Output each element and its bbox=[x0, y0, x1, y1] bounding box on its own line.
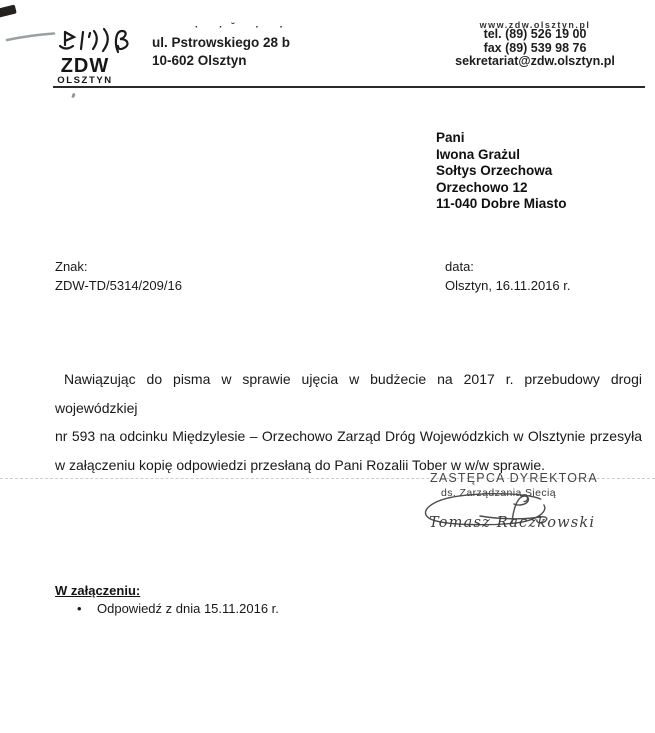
reference-label: Znak: bbox=[55, 259, 88, 274]
clipped-website-fragment bbox=[425, 19, 645, 30]
attachments-heading: W załączeniu: bbox=[55, 583, 141, 598]
scan-smudge-mark bbox=[0, 4, 17, 18]
address-line: ul. Pstrowskiego 28 b bbox=[152, 35, 291, 50]
recipient-line: Iwona Grażul bbox=[436, 146, 521, 162]
logo-city: OLSZTYN bbox=[57, 75, 113, 86]
fax-line: fax (89) 539 98 76 bbox=[483, 40, 587, 55]
date-label: data: bbox=[445, 259, 474, 274]
pen-stroke-mark-icon bbox=[5, 30, 57, 44]
date-value: Olsztyn, 16.11.2016 r. bbox=[445, 278, 571, 293]
letter-body bbox=[55, 365, 642, 479]
attachment-item bbox=[77, 601, 279, 616]
attachment-text: Odpowiedź z dnia 15.11.2016 r. bbox=[97, 601, 279, 616]
signer-title: ZASTĘPCA DYREKTORA bbox=[430, 471, 598, 485]
recipient-line: Sołtys Orzechowa bbox=[436, 163, 553, 178]
bullet-marker: • bbox=[77, 601, 82, 616]
header-divider-rule bbox=[53, 86, 645, 88]
body-line: Nawiązując do pisma w sprawie ujęcia w budżecie na 2017 r. przebudowy drogi wojewódzkiej bbox=[55, 371, 642, 416]
handwritten-signature-icon bbox=[408, 489, 573, 539]
recipient-line: Orzechowo 12 bbox=[436, 179, 528, 195]
recipient-line: Pani bbox=[436, 130, 465, 145]
email-line: sekretariat@zdw.olsztyn.pl bbox=[455, 54, 615, 68]
date-block bbox=[445, 257, 571, 295]
logo-acronym: ZDW bbox=[60, 55, 110, 77]
recipient-block bbox=[436, 130, 567, 213]
letterhead-contact bbox=[425, 20, 645, 69]
reference-block bbox=[55, 257, 182, 295]
clipped-letterhead-fragment-left: · ·˘ · · bbox=[195, 22, 292, 33]
address-line: 10-602 Olsztyn bbox=[152, 53, 247, 68]
recipient-line: 11-040 Dobre Miasto bbox=[436, 196, 567, 211]
scan-speck-mark bbox=[71, 93, 76, 99]
reference-value: ZDW-TD/5314/209/16 bbox=[55, 278, 182, 293]
letterhead-address bbox=[152, 34, 290, 70]
body-line: nr 593 na odcinku Międzylesie – Orzechowo Zarząd Dróg Wojewódzkich w Olsztynie przesyła bbox=[55, 428, 642, 444]
body-line: w załączeniu kopię odpowiedzi przesłaną do Pani Rozalii Tober w w/w sprawie. bbox=[55, 456, 545, 473]
website-text: www.zdw.olsztyn.pl bbox=[479, 20, 591, 30]
signer-name: Tomasz Raczkowski bbox=[429, 515, 596, 531]
phone-line: tel. (89) 526 19 00 bbox=[483, 27, 587, 41]
signer-subtitle: ds. Zarządzania Siecią bbox=[441, 487, 557, 499]
